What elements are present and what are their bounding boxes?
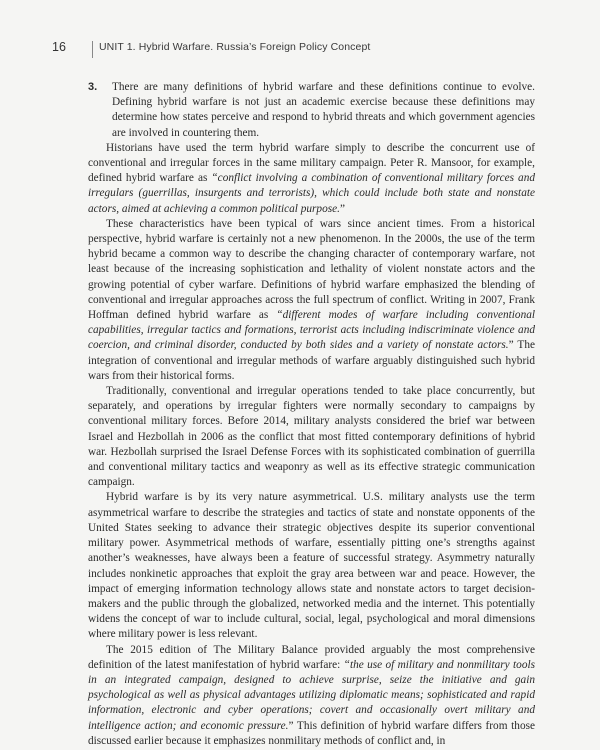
paragraph-5	[88, 490, 535, 642]
paragraph-6-end: ” This definition of hybrid warfare differs from those discussed earlier because it emphasizes nonmilitary methods of conflict and, in	[88, 719, 535, 747]
paragraph-3-end: ” The integration of conventional and irregular methods of warfare arguably distinguished such hybrid wars from their historical forms.	[88, 339, 535, 382]
paragraph-2-text: Historians have used the term hybrid warfare simply to describe the concurrent use of conventional and irregular forces in the same military campaign. Peter R. Mansoor, for example, defined hybrid warfare as	[88, 141, 535, 185]
section-number: 3.	[88, 81, 98, 93]
mansoor-quote: “conflict involving a combination of conventional military forces and irregulars (guerrillas, insurgents and terrorists), which could include both state and nonstate actors, aimed at achieving a common political purpose.	[88, 172, 535, 215]
paragraph-1	[88, 80, 535, 141]
paragraph-6-text: The 2015 edition of The Military Balance provided arguably the most comprehensive definition of the latest manifestation of hybrid warfare:	[88, 643, 535, 671]
paragraph-4-text: Traditionally, conventional and irregular operations tended to take place concurrently, but separately, and operations by irregular fighters were normally secondary to campaigns by conventional military forces. Before 2014, military analysts considered the brief war between Israel and Hezbollah in 2006 as the conflict that most fitted contemporary definitions of hybrid war. Hezbollah surprised the Israel Defense Forces with its sophisticated combination of guerrilla and conventional military tactics and weaponry as well as its effective strategic communication campaign.	[88, 385, 535, 489]
paragraph-4	[88, 384, 535, 490]
paragraph-2	[88, 141, 535, 217]
header-divider	[92, 41, 93, 58]
paragraph-1-text: There are many definitions of hybrid warfare and these definitions continue to evolve. Defining hybrid warfare is not just an academic exercise because these definitions may determine how states perceive and respond to hybrid threats and which government agencies are involved in countering them.	[112, 81, 535, 139]
running-head: UNIT 1. Hybrid Warfare. Russia’s Foreign Policy Concept	[99, 41, 371, 53]
hoffman-quote: “different modes of warfare including conventional capabilities, irregular tactics and formations, terrorist acts including indiscriminate violence and coercion, and criminal disorder, conducted by both sides and a variety of nonstate actors.	[88, 309, 536, 352]
page-number: 16	[52, 40, 66, 54]
paragraph-3	[88, 217, 535, 384]
paragraph-6	[88, 643, 535, 749]
military-balance-quote: “the use of military and nonmilitary tools in an integrated campaign, designed to achieve surprise, seize the initiative and gain psychological as well as physical advantages utilizing diplomatic means; sophisticated and rapid information, electronic and cyber operations; covert and occasionally overt military and intelligence action; and economic pressure.	[88, 658, 536, 732]
paragraph-3-text: These characteristics have been typical of wars since ancient times. From a historical perspective, hybrid warfare is certainly not a new phenomenon. In the 2000s, the use of the term hybrid became a common way to describe the changing character of contemporary warfare, not least because of the increasing sophistication and lethality of violent nonstate actors and the growing potential of cyber warfare. Definitions of hybrid warfare emphasized the blending of conventional and irregular approaches across the full spectrum of conflict. Writing in 2007, Frank Hoffman defined hybrid warfare as	[88, 217, 535, 322]
paragraph-5-text: Hybrid warfare is by its very nature asymmetrical. U.S. military analysts use the term asymmetrical warfare to describe the strategies and tactics of state and nonstate opponents of the United States seeking to advance their strategic objectives despite its superior conventional military power. Asymmetrical methods of warfare, essentially pitting one’s strengths against another’s weaknesses, have always been a feature of successful strategy. Asymmetry naturally includes nonkinetic approaches that exploit the gray area between war and peace. However, the impact of emerging information technology allows state and nonstate actors to target decision-makers and the public through the globalized, networked media and the internet. This potentially widens the concept of war to include cultural, social, legal, psychological and moral dimensions where military power is less relevant.	[88, 491, 535, 641]
paragraph-2-end: ”	[339, 202, 345, 215]
body-text	[88, 80, 535, 749]
